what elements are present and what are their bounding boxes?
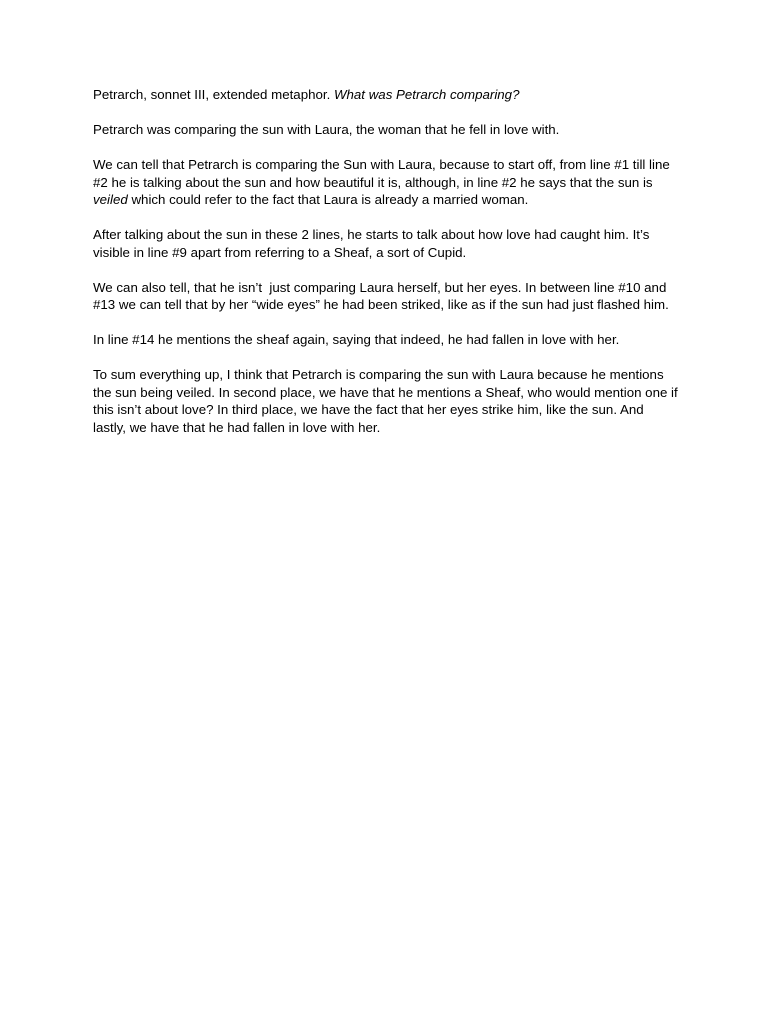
paragraph-6: To sum everything up, I think that Petrarch is comparing the sun with Laura because he mentions the sun being veiled. In second place, we have that he mentions a Sheaf, who would mention one if this isn’t about love? In third place, we have the fact that her eyes strike him, like the sun. And lastly, we have that he had fallen in love with her. <box>93 367 678 435</box>
paragraph-5: In line #14 he mentions the sheaf again, saying that indeed, he had fallen in love with her. <box>93 332 620 347</box>
heading-question: What was Petrarch comparing? <box>333 87 520 102</box>
document-heading <box>93 86 678 104</box>
paragraph-3: After talking about the sun in these 2 lines, he starts to talk about how love had caught him. It’s visible in line #9 apart from referring to a Sheaf, a sort of Cupid. <box>93 227 650 260</box>
paragraph-2-before: We can tell that Petrarch is comparing the Sun with Laura, because to start off, from line #1 till line #2 he is talking about the sun and how beautiful it is, although, in line #2 he says that the sun is <box>93 157 670 190</box>
heading-prefix: Petrarch, sonnet III, extended metaphor. <box>93 87 334 102</box>
paragraph-2-emphasis: veiled <box>93 192 128 207</box>
document-page <box>93 86 678 436</box>
paragraph-4: We can also tell, that he isn’t just comparing Laura herself, but her eyes. In between line #10 and #13 we can tell that by her “wide eyes” he had been striked, like as if the sun had just flashed him. <box>93 279 671 312</box>
paragraph-2 <box>93 156 678 209</box>
paragraph-1: Petrarch was comparing the sun with Laura, the woman that he fell in love with. <box>93 122 560 137</box>
paragraph-2-after: which could refer to the fact that Laura is already a married woman. <box>127 192 529 207</box>
